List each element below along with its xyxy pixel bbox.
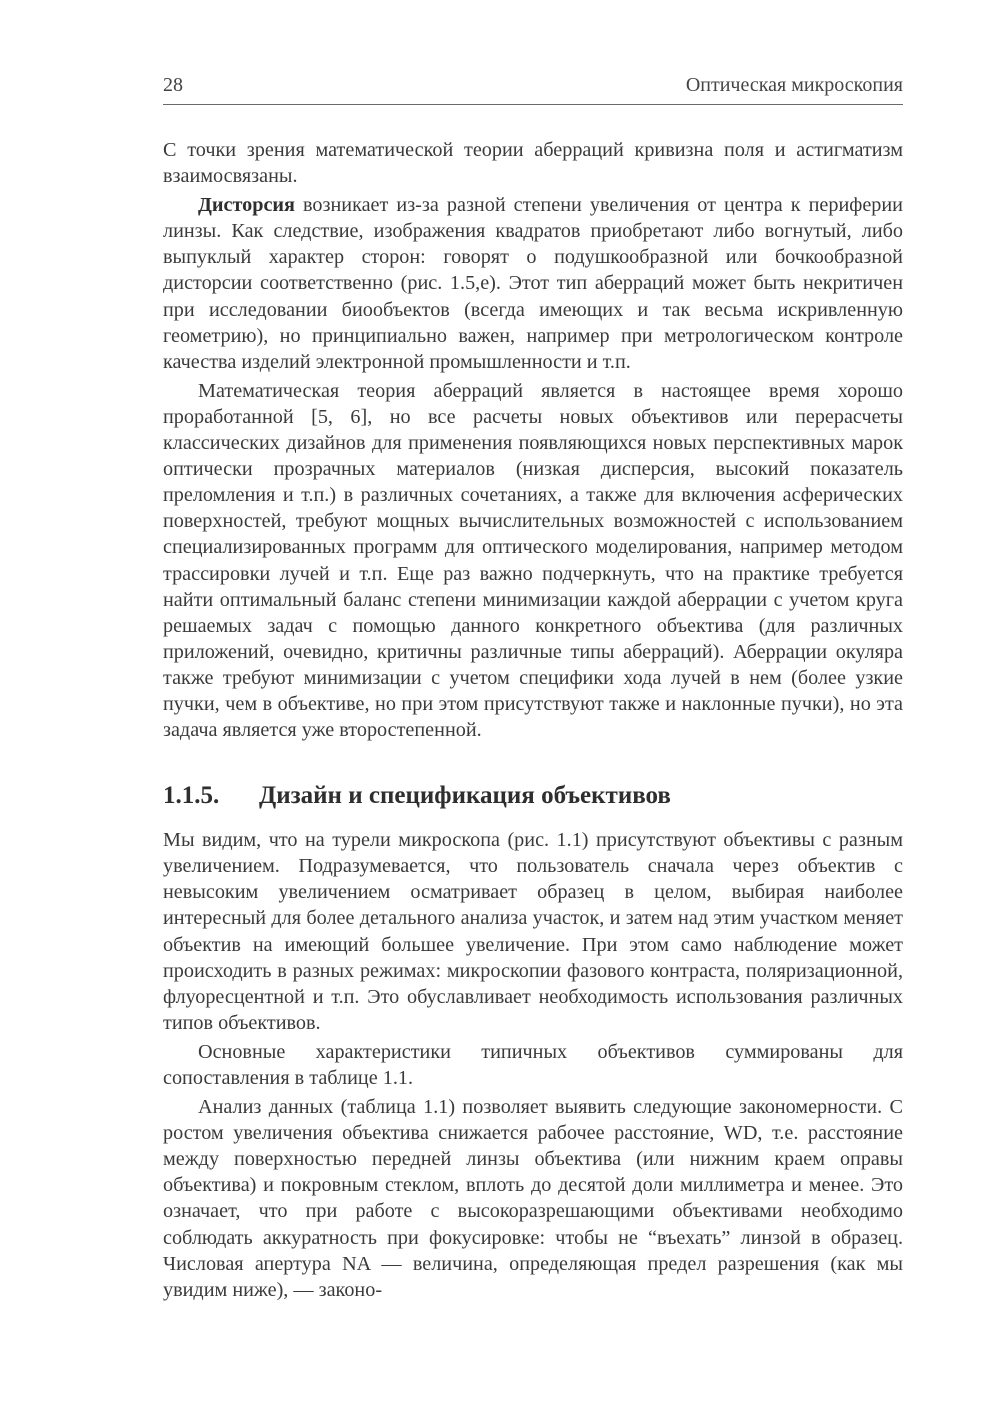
section-heading <box>163 781 903 811</box>
paragraph: Основные характеристики типичных объективов суммированы для сопоставления в таблице 1.1. <box>163 1040 903 1089</box>
paragraph-text: возникает из-за разной степени увеличения от центра к периферии линзы. Как следствие, изображения квадратов приобретают либо вогнутый, либо выпуклый характер сторон: говорят о подушкообразной или бочкообразной дисторсии соответственно (рис. 1.5,е). Этот тип аберраций может быть некритичен при исследовании биообъектов (всегда имеющих и так весьма искривленную геометрию), но принципиально важен, например при метрологическом контроле качества изделий электронной промышленности и т.п. <box>163 194 903 373</box>
paragraph: Мы видим, что на турели микроскопа (рис. 1.1) присутствуют объективы с разным увеличением. Подразумевается, что пользователь сначала через объектив с невысоким увеличением осматривает образец в целом, выбирая наиболее интересный для более детального анализа участок, и затем над этим участком меняет объектив на имеющий большее увеличение. При этом само наблюдение может происходить в разных режимах: микроскопии фазового контраста, поляризационной, флуоресцентной и т.п. Это обуславливает необходимость использования различных типов объективов. <box>163 829 903 1034</box>
page-number: 28 <box>163 74 183 96</box>
paragraph: С точки зрения математической теории аберраций кривизна поля и астигматизм взаимосвязаны. <box>163 139 903 188</box>
running-head <box>163 74 903 97</box>
header-rule <box>163 104 903 105</box>
paragraph: Анализ данных (таблица 1.1) позволяет выявить следующие закономерности. С ростом увеличения объектива снижается рабочее расстояние, WD, т.е. расстояние между поверхностью передней линзы объектива (или нижним краем оправы объектива) и покровным стеклом, вплоть до десятой доли миллиметра и менее. Это означает, что при работе с высокоразрешающими объективами необходимо соблюдать аккуратность при фокусировке: чтобы не “въехать” линзой в образец. Числовая апертура NA — величина, определяющая предел разрешения (как мы увидим ниже), — законо- <box>163 1096 903 1301</box>
section-title: Дизайн и спецификация объективов <box>259 782 671 810</box>
page-body <box>163 137 903 1303</box>
section-number: 1.1.5. <box>163 782 220 810</box>
term-distortion: Дисторсия <box>198 194 295 217</box>
paragraph: Математическая теория аберраций является в настоящее время хорошо проработанной [5, 6], но все расчеты новых объективов или перерасчеты классических дизайнов для применения появляющихся новых перспективных марок оптически прозрачных материалов (низкая дисперсия, высокий показатель преломления и т.п.) в различных сочетаниях, а также для включения асферических поверхностей, требуют мощных вычислительных возможностей с использованием специализированных программ для оптического моделирования, например методом трассировки лучей и т.п. Еще раз важно подчеркнуть, что на практике требуется найти оптимальный баланс степени минимизации каждой аберрации с учетом круга решаемых задач с помощью данного конкретного объектива (для различных приложений, очевидно, критичны различные типы аберраций). Аберрации окуляра также требуют минимизации с учетом специфики хода лучей в нем (более узкие пучки, чем в объективе, но при этом присутствуют также и наклонные пучки), но эта задача является уже второстепенной. <box>163 379 903 742</box>
paragraph-distortion <box>163 192 903 375</box>
running-title: Оптическая микроскопия <box>685 74 903 96</box>
